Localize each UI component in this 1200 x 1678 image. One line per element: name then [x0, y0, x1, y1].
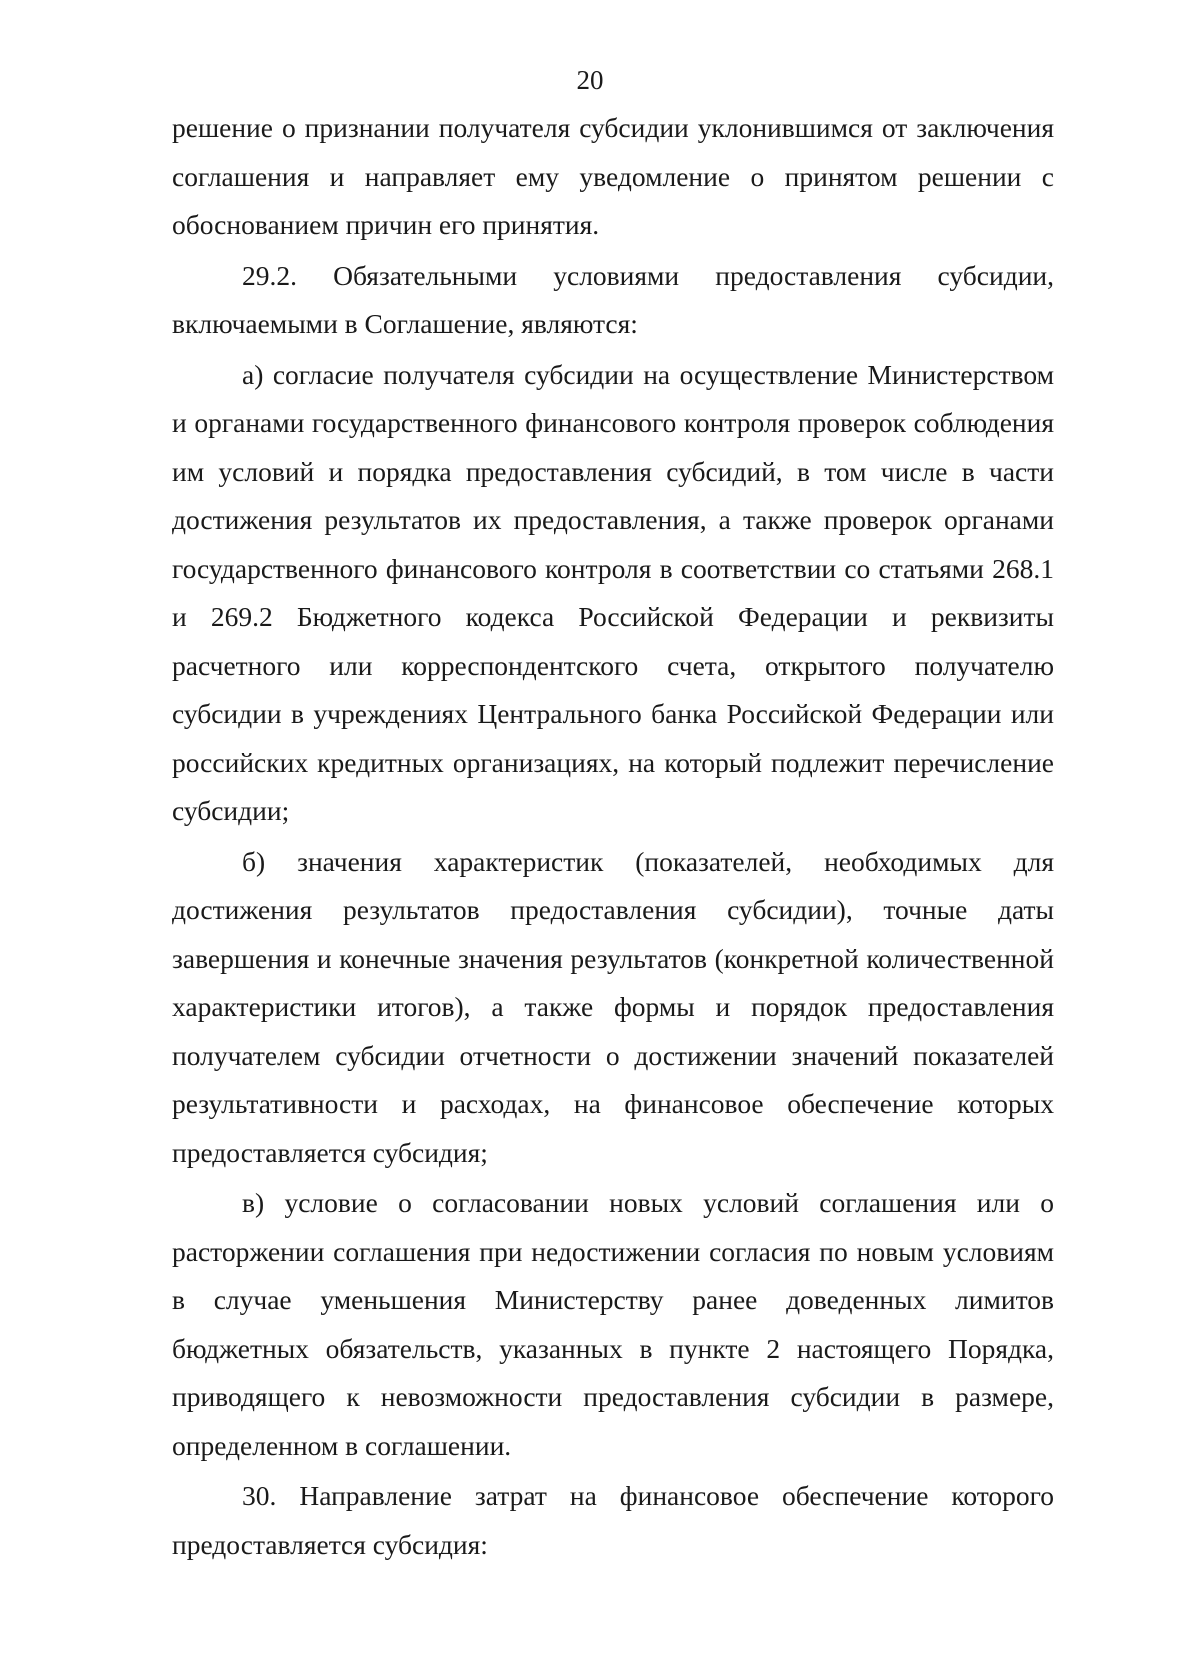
- paragraph-continuation: решение о признании получателя субсидии уклонившимся от заключения соглашения и направляет ему уведомление о принятом решении с обоснованием причин его принятия.: [172, 112, 1054, 240]
- paragraph-item-v: в) условие о согласовании новых условий соглашения или о расторжении соглашения при недостижении согласия по новым условиям в случае уменьшения Министерству ранее доведенных лимитов бюджетных обязательств, указанных в пункте 2 настоящего Порядка, приводящего к невозможности предоставления субсидии в размере, определенном в соглашении.: [172, 1187, 1054, 1461]
- document-body: [172, 104, 1054, 1569]
- paragraph-item-a: а) согласие получателя субсидии на осуществление Министерством и органами государственного финансового контроля проверок соблюдения им условий и порядка предоставления субсидий, в том числе в части достижения результатов их предоставления, а также проверок органами государственного финансового контроля в соответствии со статьями 268.1 и 269.2 Бюджетного кодекса Российской Федерации и реквизиты расчетного или корреспондентского счета, открытого получателю субсидии в учреждениях Центрального банка Российской Федерации или российских кредитных организациях, на который подлежит перечисление субсидии;: [172, 358, 1054, 826]
- paragraph-30: 30. Направление затрат на финансовое обеспечение которого предоставляется субсидия:: [172, 1480, 1054, 1560]
- paragraph-item-b: б) значения характеристик (показателей, необходимых для достижения результатов предоставления субсидии), точные даты завершения и конечные значения результатов (конкретной количественной характеристики итогов), а также формы и порядок предоставления получателем субсидии отчетности о достижении значений показателей результативности и расходах, на финансовое обеспечение которых предоставляется субсидия;: [172, 845, 1054, 1168]
- paragraph-29-2: 29.2. Обязательными условиями предоставления субсидии, включаемыми в Соглашение, являются:: [172, 259, 1054, 339]
- page-number: 20: [576, 65, 604, 95]
